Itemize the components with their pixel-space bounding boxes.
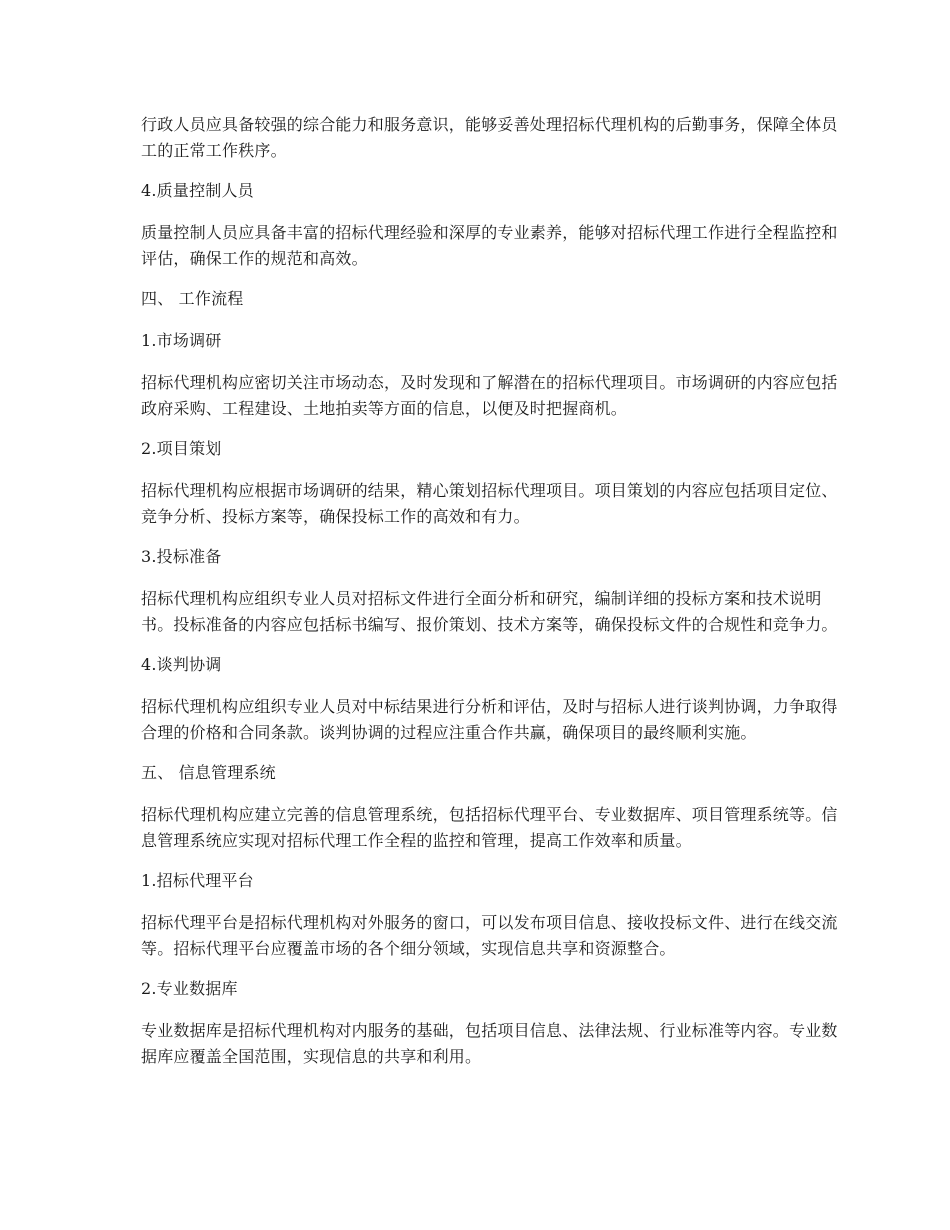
paragraph: 质量控制人员应具备丰富的招标代理经验和深厚的专业素养，能够对招标代理工作进行全程监控和评估，确保工作的规范和高效。 [141,223,838,268]
chapter-heading: 四、 工作流程 [141,289,244,308]
paragraph: 招标代理机构应组织专业人员对中标结果进行分析和评估，及时与招标人进行谈判协调，力争取得合理的价格和合同条款。谈判协调的过程应注重合作共赢，确保项目的最终顺利实施。 [141,697,838,742]
section-heading: 4.质量控制人员 [141,181,254,200]
chapter-heading: 五、 信息管理系统 [141,763,276,782]
section-heading: 2.项目策划 [141,439,222,458]
paragraph: 招标代理机构应密切关注市场动态，及时发现和了解潜在的招标代理项目。市场调研的内容应包括政府采购、工程建设、土地拍卖等方面的信息，以便及时把握商机。 [141,373,838,418]
paragraph: 专业数据库是招标代理机构对内服务的基础，包括项目信息、法律法规、行业标准等内容。专业数据库应覆盖全国范围，实现信息的共享和利用。 [141,1021,838,1066]
paragraph: 招标代理机构应组织专业人员对招标文件进行全面分析和研究，编制详细的投标方案和技术说明书。投标准备的内容应包括标书编写、报价策划、技术方案等，确保投标文件的合规性和竞争力。 [141,589,838,634]
paragraph: 行政人员应具备较强的综合能力和服务意识，能够妥善处理招标代理机构的后勤事务，保障全体员工的正常工作秩序。 [141,115,838,160]
section-heading: 1.市场调研 [141,331,222,350]
section-heading: 2.专业数据库 [141,979,238,998]
section-heading: 3.投标准备 [141,547,222,566]
section-heading: 4.谈判协调 [141,655,222,674]
paragraph: 招标代理平台是招标代理机构对外服务的窗口，可以发布项目信息、接收投标文件、进行在线交流等。招标代理平台应覆盖市场的各个细分领域，实现信息共享和资源整合。 [141,913,838,958]
paragraph: 招标代理机构应根据市场调研的结果，精心策划招标代理项目。项目策划的内容应包括项目定位、竞争分析、投标方案等，确保投标工作的高效和有力。 [141,481,838,526]
paragraph: 招标代理机构应建立完善的信息管理系统，包括招标代理平台、专业数据库、项目管理系统等。信息管理系统应实现对招标代理工作全程的监控和管理，提高工作效率和质量。 [141,805,838,850]
section-heading: 1.招标代理平台 [141,871,254,890]
